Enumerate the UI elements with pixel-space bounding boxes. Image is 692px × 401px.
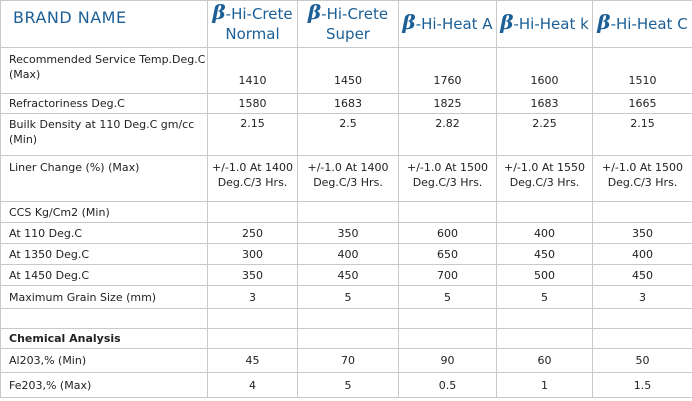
table-cell: 60 (497, 349, 593, 373)
table-cell: 400 (593, 244, 692, 265)
table-cell: 1665 (593, 94, 692, 114)
table-cell: 4 (208, 373, 298, 398)
table-cell: 1450 (298, 48, 399, 94)
table-cell: 450 (298, 265, 399, 286)
column-header (208, 1, 298, 48)
table-cell: 5 (399, 286, 497, 309)
table-cell (399, 202, 497, 223)
table-cell: 350 (298, 223, 399, 244)
table-row (1, 309, 692, 329)
table-cell: 300 (208, 244, 298, 265)
row-label: CCS Kg/Cm2 (Min) (1, 202, 208, 223)
table-cell (208, 202, 298, 223)
table-cell: 1683 (497, 94, 593, 114)
row-label: Maximum Grain Size (mm) (1, 286, 208, 309)
table-cell: 50 (593, 349, 692, 373)
beta-symbol: β (500, 10, 514, 34)
table-cell: 500 (497, 265, 593, 286)
beta-symbol: β (597, 10, 611, 34)
table-cell: 90 (399, 349, 497, 373)
table-cell: 2.5 (298, 114, 399, 156)
beta-symbol: β (402, 10, 416, 34)
table-cell: 1410 (208, 48, 298, 94)
table-cell: 350 (208, 265, 298, 286)
row-label: Fe203,% (Max) (1, 373, 208, 398)
table-cell: +/-1.0 At 1500 Deg.C/3 Hrs. (399, 156, 497, 202)
table-cell: 1600 (497, 48, 593, 94)
column-header-label: -Hi-Crete Super (321, 5, 389, 43)
table-cell: 5 (298, 286, 399, 309)
table-cell: 350 (593, 223, 692, 244)
table-cell: 5 (298, 373, 399, 398)
table-cell (298, 329, 399, 349)
table-cell (593, 309, 692, 329)
table-cell: 45 (208, 349, 298, 373)
row-label: At 1350 Deg.C (1, 244, 208, 265)
table-cell (593, 329, 692, 349)
row-label: Recommended Service Temp.Deg.C (Max) (1, 48, 208, 94)
table-cell (497, 329, 593, 349)
column-header-label: -Hi-Heat A (415, 15, 493, 33)
beta-symbol: β (212, 0, 226, 24)
table-cell (399, 329, 497, 349)
table-cell: 1760 (399, 48, 497, 94)
row-label: Refractoriness Deg.C (1, 94, 208, 114)
column-header-label: -Hi-Heat C (610, 15, 688, 33)
table-row (1, 265, 692, 286)
table-row (1, 156, 692, 202)
row-label: At 1450 Deg.C (1, 265, 208, 286)
table-cell: 0.5 (399, 373, 497, 398)
table-cell (399, 309, 497, 329)
table-cell: 3 (208, 286, 298, 309)
table-cell: 2.15 (593, 114, 692, 156)
column-header (399, 1, 497, 48)
table-cell (497, 309, 593, 329)
table-cell: 600 (399, 223, 497, 244)
table-cell: 2.15 (208, 114, 298, 156)
row-label: Builk Density at 110 Deg.C gm/cc (Min) (1, 114, 208, 156)
column-header (298, 1, 399, 48)
table-cell: +/-1.0 At 1400 Deg.C/3 Hrs. (298, 156, 399, 202)
table-cell: 400 (497, 223, 593, 244)
section-heading: Chemical Analysis (1, 329, 208, 349)
table-cell: +/-1.0 At 1500 Deg.C/3 Hrs. (593, 156, 692, 202)
table-cell (298, 202, 399, 223)
row-label: Liner Change (%) (Max) (1, 156, 208, 202)
table-cell: 1683 (298, 94, 399, 114)
table-cell: 250 (208, 223, 298, 244)
table-cell: 1580 (208, 94, 298, 114)
table-cell: 2.82 (399, 114, 497, 156)
brand-name-header: BRAND NAME (1, 1, 208, 48)
column-header (593, 1, 692, 48)
table-row (1, 373, 692, 398)
table-cell: 650 (399, 244, 497, 265)
table-row (1, 202, 692, 223)
table-row (1, 329, 692, 349)
row-label (1, 309, 208, 329)
table-cell: 5 (497, 286, 593, 309)
row-label: Al203,% (Min) (1, 349, 208, 373)
table-cell (497, 202, 593, 223)
table-row (1, 244, 692, 265)
table-row (1, 48, 692, 94)
table-cell: 450 (497, 244, 593, 265)
table-cell: 2.25 (497, 114, 593, 156)
table-cell: 700 (399, 265, 497, 286)
table-cell (208, 329, 298, 349)
table-cell: +/-1.0 At 1400 Deg.C/3 Hrs. (208, 156, 298, 202)
table-cell: 3 (593, 286, 692, 309)
beta-symbol: β (307, 0, 322, 24)
column-header (497, 1, 593, 48)
table-cell (208, 309, 298, 329)
table-row (1, 94, 692, 114)
table-cell: +/-1.0 At 1550 Deg.C/3 Hrs. (497, 156, 593, 202)
header-row (1, 1, 692, 48)
table-cell: 1.5 (593, 373, 692, 398)
table-cell: 450 (593, 265, 692, 286)
table-cell: 70 (298, 349, 399, 373)
column-header-label: -Hi-Heat k (513, 15, 589, 33)
column-header-label: -Hi-Crete Normal (225, 5, 293, 43)
table-cell: 400 (298, 244, 399, 265)
table-row (1, 114, 692, 156)
table-cell: 1825 (399, 94, 497, 114)
table-row (1, 286, 692, 309)
table-cell: 1 (497, 373, 593, 398)
row-label: At 110 Deg.C (1, 223, 208, 244)
table-row (1, 349, 692, 373)
table-row (1, 223, 692, 244)
table-cell: 1510 (593, 48, 692, 94)
table-cell (593, 202, 692, 223)
table-cell (298, 309, 399, 329)
